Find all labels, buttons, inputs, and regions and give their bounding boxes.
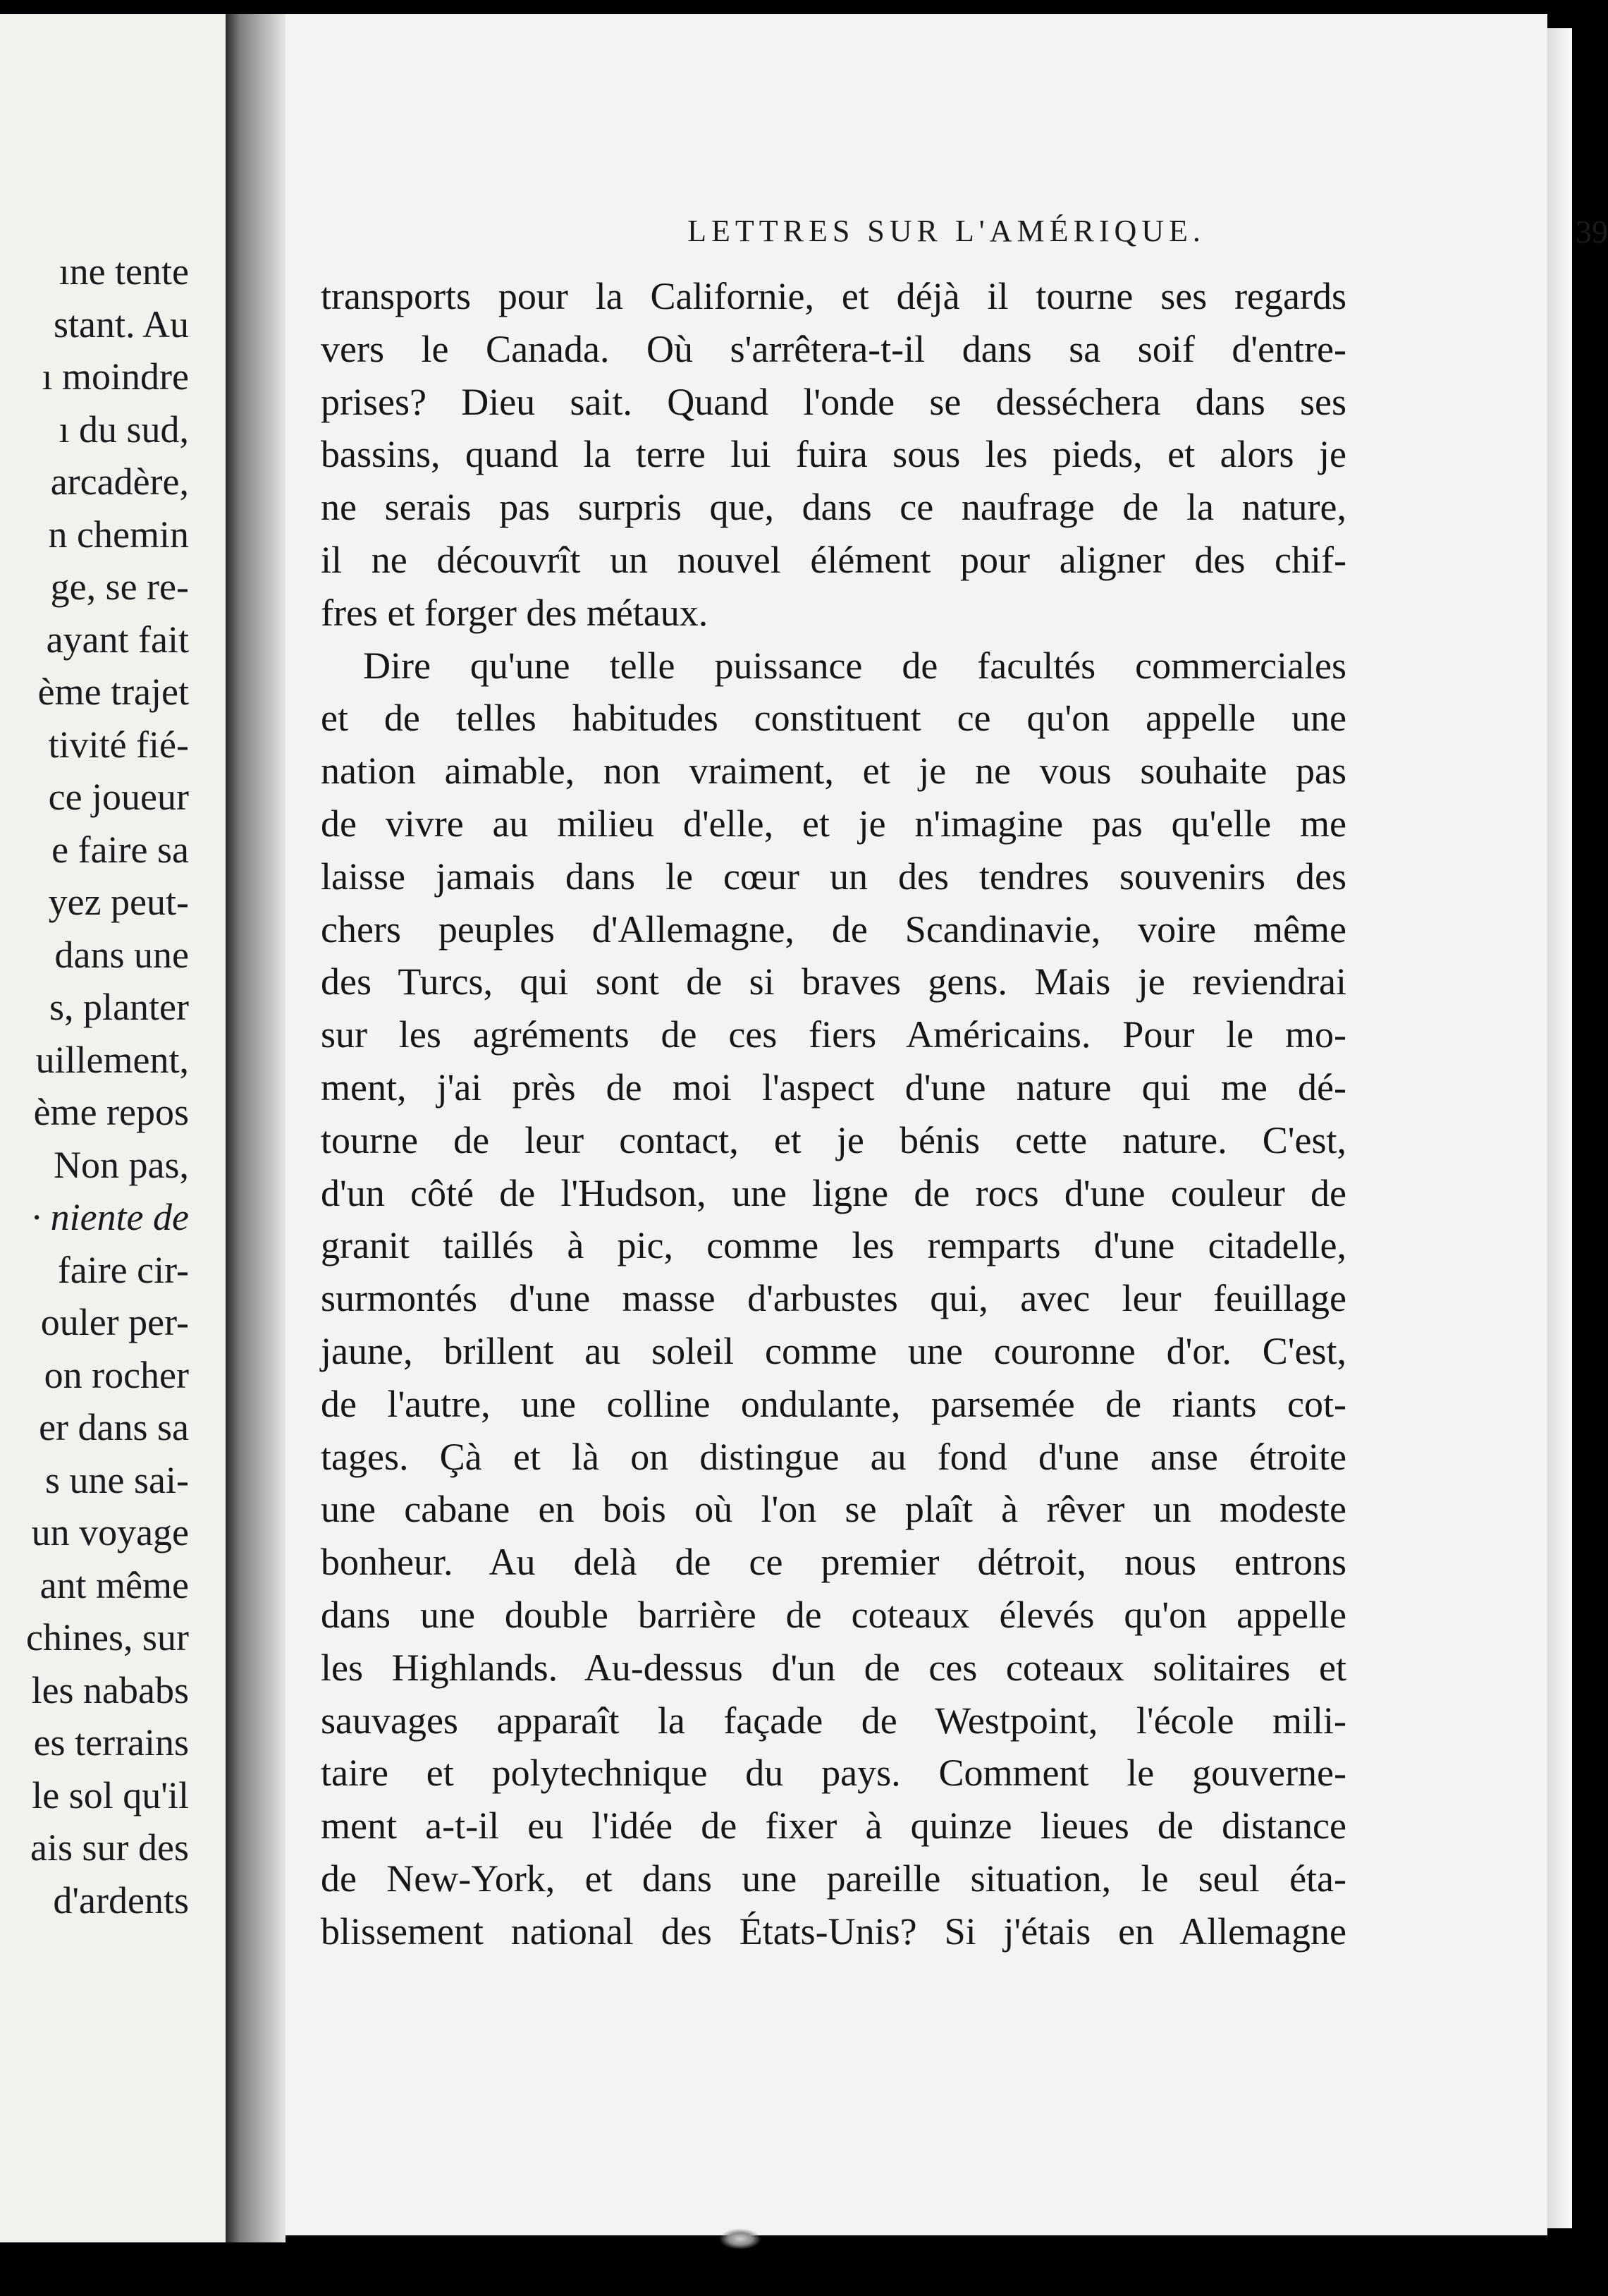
previous-page-line: uillement, <box>35 1038 189 1081</box>
previous-page-line: ı du sud, <box>59 408 189 451</box>
current-page <box>286 14 1608 2235</box>
previous-page-line: ce joueur <box>48 776 189 818</box>
previous-page-line: ème repos <box>33 1091 189 1133</box>
previous-page-line: n chemin <box>48 513 189 556</box>
body-text-line: et de telles habitudes constituent ce qu'on appelle une <box>321 697 1346 740</box>
previous-page-line: ant même <box>39 1563 189 1606</box>
previous-page-line: les nababs <box>31 1668 189 1711</box>
body-text-line: les Highlands. Au-dessus d'un de ces coteaux solitaires et <box>321 1646 1346 1689</box>
body-text-line: laisse jamais dans le cœur un des tendres souvenirs des <box>321 855 1346 898</box>
previous-page-line: un voyage <box>31 1511 189 1553</box>
body-text-line: granit taillés à pic, comme les remparts d'une citadelle, <box>321 1224 1346 1267</box>
previous-page-line: dans une <box>54 933 189 976</box>
body-text-line: vers le Canada. Où s'arrêtera-t-il dans sa soif d'entre- <box>321 327 1346 370</box>
body-text-line: jaune, brillent au soleil comme une couronne d'or. C'est, <box>321 1330 1346 1372</box>
body-text-line: bonheur. Au delà de ce premier détroit, nous entrons <box>321 1541 1346 1584</box>
previous-page-line: faire cir- <box>57 1248 189 1291</box>
previous-page-line: es terrains <box>33 1721 189 1764</box>
body-text-line: nation aimable, non vraiment, et je ne vous souhaite pas <box>321 750 1346 793</box>
previous-page-line: stant. Au <box>53 303 189 346</box>
previous-page-line: ı moindre <box>42 355 189 398</box>
body-text-line: tourne de leur contact, et je bénis cette nature. C'est, <box>321 1118 1346 1161</box>
scan-speck <box>719 2228 761 2249</box>
body-text-line: tages. Çà et là on distingue au fond d'une anse étroite <box>321 1435 1346 1478</box>
body-text-line: blissement national des États-Unis? Si j'étais en Allemagne <box>321 1910 1346 1953</box>
body-text-line: des Turcs, qui sont de si braves gens. Mais je reviendrai <box>321 960 1346 1003</box>
body-text-line: sur les agréments de ces fiers Américains. Pour le mo- <box>321 1013 1346 1056</box>
previous-page-line: Non pas, <box>54 1143 189 1186</box>
body-text-line: dans une double barrière de coteaux élevés qu'on appelle <box>321 1594 1346 1636</box>
body-text-line: ment a-t-il eu l'idée de fixer à quinze lieues de distance <box>321 1805 1346 1848</box>
body-text-line: bassins, quand la terre lui fuira sous les pieds, et alors je <box>321 433 1346 476</box>
body-text-line: sauvages apparaît la façade de Westpoint, l'école mili- <box>321 1699 1346 1742</box>
previous-page-line: ge, se re- <box>50 566 189 608</box>
previous-page-line: on rocher <box>44 1353 189 1396</box>
previous-page-line: ais sur des <box>30 1826 189 1869</box>
body-text-line: ment, j'ai près de moi l'aspect d'une nature qui me dé- <box>321 1066 1346 1109</box>
body-text-line: une cabane en bois où l'on se plaît à rêver un modeste <box>321 1488 1346 1531</box>
previous-page-line: · niente de <box>31 1196 189 1238</box>
body-text-line: ne serais pas surpris que, dans ce naufrage de la nature, <box>321 486 1346 529</box>
previous-page-line: arcadère, <box>50 460 189 503</box>
body-text-line: fres et forger des métaux. <box>321 591 708 634</box>
previous-page-line: ouler per- <box>40 1301 189 1343</box>
previous-page-line: er dans sa <box>39 1406 189 1448</box>
previous-page-line: ème trajet <box>37 671 189 713</box>
previous-page-fragment <box>0 14 226 2242</box>
previous-page-line: ayant fait <box>46 618 189 661</box>
page-number: 39 <box>1576 214 1608 250</box>
body-text-line: Dire qu'une telle puissance de facultés commerciales <box>363 644 1346 687</box>
body-text-line: de vivre au milieu d'elle, et je n'imagine pas qu'elle me <box>321 802 1346 845</box>
previous-page-line: chines, sur <box>26 1616 189 1659</box>
previous-page-line: yez peut- <box>48 881 189 923</box>
body-text-line: de New-York, et dans une pareille situation, le seul éta- <box>321 1857 1346 1900</box>
running-head: LETTRES SUR L'AMÉRIQUE. <box>687 214 1205 248</box>
previous-page-line: tivité fié- <box>48 723 189 766</box>
body-text-line: surmontés d'une masse d'arbustes qui, avec leur feuillage <box>321 1277 1346 1320</box>
body-text-line: prises? Dieu sait. Quand l'onde se desséchera dans ses <box>321 380 1346 423</box>
previous-page-line: le sol qu'il <box>32 1773 189 1816</box>
book-gutter-shadow <box>226 14 286 2242</box>
page-edge <box>1547 28 1572 2228</box>
body-text-line: taire et polytechnique du pays. Comment le gouverne- <box>321 1752 1346 1795</box>
previous-page-line: ıne tente <box>59 250 189 293</box>
previous-page-line: d'ardents <box>53 1879 189 1922</box>
previous-page-line: s une sai- <box>45 1458 189 1501</box>
body-text-line: transports pour la Californie, et déjà il tourne ses regards <box>321 275 1346 317</box>
body-text-line: il ne découvrît un nouvel élément pour aligner des chif- <box>321 539 1346 581</box>
body-text-line: d'un côté de l'Hudson, une ligne de rocs d'une couleur de <box>321 1171 1346 1214</box>
previous-page-line: e faire sa <box>51 828 189 871</box>
body-text-line: de l'autre, une colline ondulante, parsemée de riants cot- <box>321 1382 1346 1425</box>
previous-page-line: s, planter <box>49 986 189 1028</box>
body-text-line: chers peuples d'Allemagne, de Scandinavie, voire même <box>321 908 1346 951</box>
